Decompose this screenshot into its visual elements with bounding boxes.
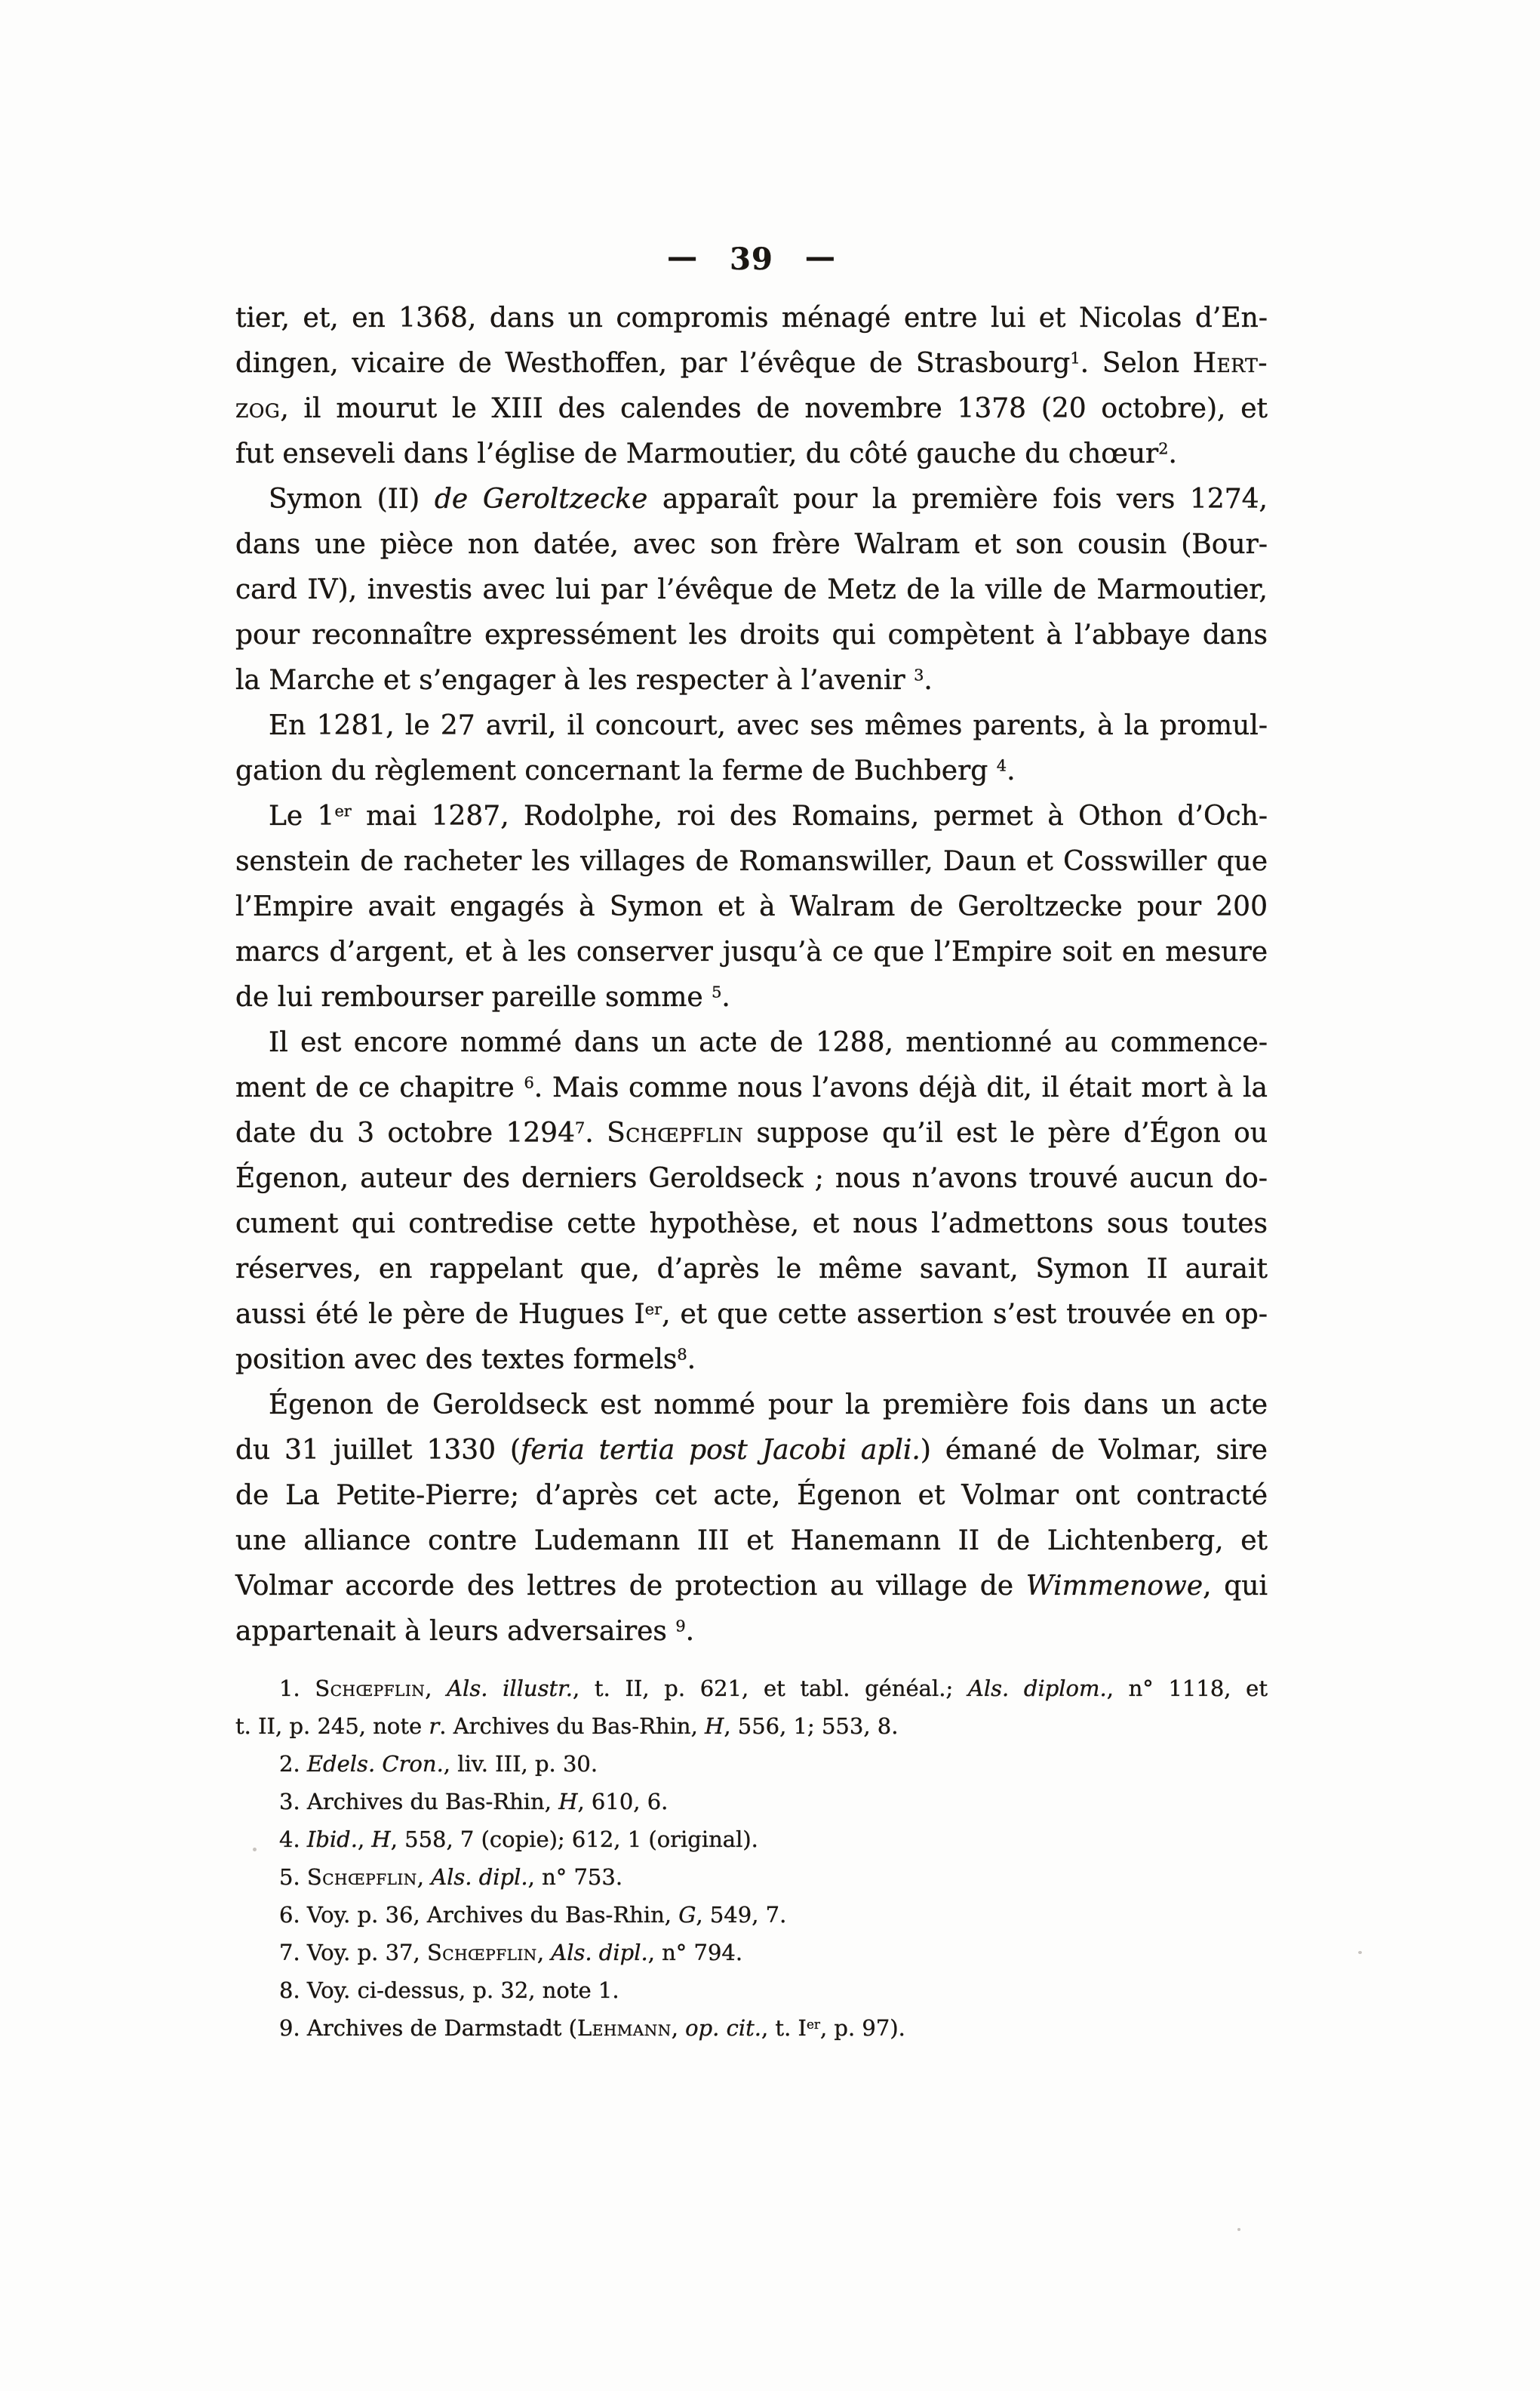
- text-segment: réserves, en rappelant que, d’après le même savant, Symon II aurait: [235, 1254, 1268, 1285]
- text-line: [235, 613, 1268, 658]
- paragraph: [235, 703, 1268, 794]
- text-line: [235, 975, 1268, 1020]
- ordinal-superscript: er: [644, 1300, 662, 1319]
- text-segment: 8. Voy. ci-dessus, p. 32, note 1.: [279, 1977, 619, 2003]
- text-line: [235, 1745, 1268, 1783]
- text-line: [235, 568, 1268, 613]
- text-segment: , liv. III, p. 30.: [443, 1751, 598, 1777]
- text-line: [235, 1971, 1268, 2009]
- text-segment: . Selon: [1080, 348, 1193, 379]
- text-segment: .: [585, 1118, 607, 1149]
- text-segment-smallcaps: Schœpflin: [607, 1118, 744, 1149]
- text-segment: .: [1007, 755, 1016, 786]
- text-segment-italic: H: [371, 1826, 391, 1852]
- text-line: [235, 839, 1268, 885]
- text-segment-italic: Als. diplom.: [967, 1676, 1107, 1701]
- text-segment: , 549, 7.: [696, 1902, 787, 1928]
- footnote: [235, 1896, 1268, 1934]
- text-line: [235, 1020, 1268, 1066]
- text-segment: card IV), investis avec lui par l’évêque de Metz de la ville de Marmoutier,: [235, 574, 1268, 605]
- text-segment: t. II, p. 245, note: [235, 1713, 429, 1739]
- ordinal-superscript: er: [806, 2016, 820, 2032]
- paragraph: [235, 1020, 1268, 1383]
- footnote: [235, 1669, 1268, 1745]
- text-segment: 1.: [279, 1676, 315, 1701]
- text-segment-italic: Wimmenowe: [1025, 1571, 1203, 1602]
- text-segment-italic: op. cit.: [685, 2015, 761, 2041]
- text-line: [235, 794, 1268, 839]
- ordinal-superscript: er: [334, 802, 352, 820]
- text-segment: appartenait à leurs adversaires: [235, 1616, 676, 1647]
- text-segment-italic: r: [429, 1713, 440, 1739]
- text-line: [235, 1896, 1268, 1934]
- text-segment: , qui: [1203, 1571, 1268, 1602]
- text-segment: , n° 794.: [647, 1940, 743, 1965]
- footnote-marker: 7: [575, 1119, 586, 1137]
- text-segment: ,: [536, 1940, 552, 1965]
- footnote: [235, 1820, 1268, 1858]
- text-segment: , et que cette assertion s’est trouvée en op-: [662, 1299, 1268, 1330]
- text-line: [235, 386, 1268, 432]
- text-segment: . Mais comme nous l’avons déjà dit, il était mort à la: [533, 1072, 1268, 1103]
- text-segment: 3. Archives du Bas-Rhin,: [279, 1789, 559, 1814]
- text-segment: la Marche et s’engager à les respecter à l’avenir: [235, 665, 914, 696]
- text-line: [235, 1337, 1268, 1383]
- text-segment: , il mourut le XIII des calendes de novembre 1378 (20 octobre), et: [280, 393, 1268, 424]
- text-segment: .: [685, 1616, 695, 1647]
- text-line: [235, 1669, 1268, 1707]
- footnote-marker: 4: [996, 756, 1007, 775]
- text-segment: Symon (II): [269, 484, 435, 515]
- text-segment-italic: de Geroltzecke: [434, 484, 648, 515]
- text-line: [235, 522, 1268, 568]
- text-segment: 7. Voy. p. 37,: [279, 1940, 427, 1965]
- scan-speck: [1358, 1951, 1362, 1954]
- text-segment: .: [1168, 439, 1177, 469]
- text-line: [235, 296, 1268, 341]
- text-segment-italic: G: [678, 1902, 696, 1928]
- text-segment: Égenon, auteur des derniers Geroldseck ; nous n’avons trouvé aucun do-: [235, 1163, 1268, 1194]
- text-segment-italic: Als. illustr.: [447, 1676, 573, 1701]
- text-segment: .: [687, 1344, 696, 1375]
- paragraph: [235, 794, 1268, 1020]
- paragraph: [235, 477, 1268, 703]
- text-segment: date du 3 octobre 1294: [235, 1118, 575, 1149]
- text-segment: fut enseveli dans l’église de Marmoutier, du côté gauche du chœur: [235, 439, 1159, 469]
- text-line: [235, 658, 1268, 703]
- text-segment: ,: [417, 1864, 432, 1890]
- text-line: [235, 1428, 1268, 1473]
- text-line: [235, 477, 1268, 522]
- text-segment-smallcaps: Schœpflin: [426, 1940, 537, 1965]
- text-segment: En 1281, le 27 avril, il concourt, avec ses mêmes parents, à la promul-: [269, 710, 1268, 741]
- text-segment: senstein de racheter les villages de Romanswiller, Daun et Cosswiller que: [235, 846, 1268, 877]
- text-line: [235, 1202, 1268, 1247]
- text-line: [235, 1609, 1268, 1654]
- text-segment: 4.: [279, 1826, 307, 1852]
- text-line: [235, 1707, 1268, 1745]
- page-number-value: 39: [730, 242, 773, 277]
- footnotes: [235, 1669, 1268, 2047]
- paragraph: [235, 296, 1268, 477]
- text-line: [235, 1292, 1268, 1337]
- text-line: [235, 1858, 1268, 1896]
- text-segment: cument qui contredise cette hypothèse, et nous l’admettons sous toutes: [235, 1208, 1268, 1239]
- text-line: [235, 1519, 1268, 1564]
- text-segment: , p. 97).: [819, 2015, 905, 2041]
- text-line: [235, 341, 1268, 386]
- text-segment: ,: [671, 2015, 686, 2041]
- text-line: [235, 1473, 1268, 1519]
- footnote: [235, 1745, 1268, 1783]
- text-segment: , n° 753.: [527, 1864, 623, 1890]
- footnote: [235, 1858, 1268, 1896]
- text-segment: de lui rembourser pareille somme: [235, 982, 712, 1013]
- text-segment-smallcaps: zog: [235, 393, 281, 424]
- text-segment: dans une pièce non datée, avec son frère Walram et son cousin (Bour-: [235, 529, 1268, 560]
- text-segment-smallcaps: Schœpflin: [315, 1676, 426, 1701]
- text-line: [235, 1820, 1268, 1858]
- text-segment: , 610, 6.: [577, 1789, 669, 1814]
- text-segment-italic: H: [705, 1713, 724, 1739]
- text-segment: l’Empire avait engagés à Symon et à Walram de Geroltzecke pour 200: [235, 891, 1268, 922]
- text-segment: gation du règlement concernant la ferme de Buchberg: [235, 755, 997, 786]
- footnote-marker: 8: [677, 1345, 687, 1364]
- footnote-marker: 3: [914, 666, 924, 685]
- text-line: [235, 703, 1268, 749]
- text-line: [235, 749, 1268, 794]
- text-segment: une alliance contre Ludemann III et Hanemann II de Lichtenberg, et: [235, 1525, 1268, 1556]
- text-line: [235, 1247, 1268, 1292]
- text-segment: 6. Voy. p. 36, Archives du Bas-Rhin,: [279, 1902, 679, 1928]
- body-text: [235, 296, 1268, 1654]
- text-segment: position avec des textes formels: [235, 1344, 678, 1375]
- text-line: [235, 1934, 1268, 1971]
- text-segment: .: [721, 982, 730, 1013]
- text-segment: tier, et, en 1368, dans un compromis ménagé entre lui et Nicolas d’En-: [235, 303, 1268, 334]
- footnote: [235, 2009, 1268, 2047]
- text-segment: . Archives du Bas-Rhin,: [439, 1713, 705, 1739]
- text-segment-smallcaps: Lehmann: [576, 2015, 672, 2041]
- text-segment: , t. I: [761, 2015, 807, 2041]
- text-line: [235, 930, 1268, 975]
- text-segment-italic: Ibid.: [306, 1826, 358, 1852]
- text-segment: , 558, 7 (copie); 612, 1 (original).: [390, 1826, 758, 1852]
- text-segment: , t. II, p. 621, et tabl. généal.;: [573, 1676, 968, 1701]
- text-segment: apparaît pour la première fois vers 1274,: [647, 484, 1268, 515]
- text-segment-italic: Edels. Cron.: [306, 1751, 444, 1777]
- page-number-dash-left: —: [667, 239, 699, 275]
- text-segment: du 31 juillet 1330 (: [235, 1435, 521, 1466]
- text-line: [235, 1156, 1268, 1202]
- text-segment: dingen, vicaire de Westhoffen, par l’évêque de Strasbourg: [235, 348, 1071, 379]
- text-line: [235, 1783, 1268, 1820]
- scan-speck: [1237, 2228, 1240, 2231]
- text-segment: aussi été le père de Hugues I: [235, 1299, 645, 1330]
- text-line: [235, 1066, 1268, 1111]
- footnote: [235, 1934, 1268, 1971]
- text-segment: ,: [425, 1676, 447, 1701]
- footnote-marker: 9: [675, 1617, 686, 1636]
- text-line: [235, 2009, 1268, 2047]
- text-segment: Égenon de Geroldseck est nommé pour la première fois dans un acte: [269, 1389, 1268, 1420]
- text-segment: , 556, 1; 553, 8.: [724, 1713, 899, 1739]
- text-segment: Volmar accorde des lettres de protection au village de: [235, 1571, 1026, 1602]
- text-segment: 2.: [279, 1751, 307, 1777]
- footnote-marker: 6: [524, 1073, 534, 1092]
- text-segment: suppose qu’il est le père d’Égon ou: [743, 1118, 1268, 1149]
- text-segment-italic: Als. dipl.: [431, 1864, 528, 1890]
- text-segment-italic: H: [558, 1789, 578, 1814]
- text-segment-smallcaps: Hert-: [1192, 348, 1268, 379]
- scan-speck: [253, 1848, 257, 1851]
- text-segment: pour reconnaître expressément les droits qui compètent à l’abbaye dans: [235, 620, 1268, 651]
- text-line: [235, 1111, 1268, 1156]
- page-number: [235, 239, 1268, 277]
- text-segment: 5.: [279, 1864, 307, 1890]
- text-segment-italic: feria tertia post Jacobi apli.: [521, 1435, 921, 1466]
- text-line: [235, 1383, 1268, 1428]
- text-segment: .: [924, 665, 933, 696]
- paragraph: [235, 1383, 1268, 1654]
- text-segment: 9. Archives de Darmstadt (: [279, 2015, 577, 2041]
- text-segment: , n° 1118, et: [1106, 1676, 1268, 1701]
- footnote: [235, 1971, 1268, 2009]
- footnote: [235, 1783, 1268, 1820]
- text-line: [235, 432, 1268, 477]
- footnote-marker: 2: [1158, 439, 1169, 458]
- text-segment-smallcaps: Schœpflin: [306, 1864, 417, 1890]
- text-segment: Le 1: [269, 801, 335, 832]
- text-segment: Il est encore nommé dans un acte de 1288, mentionné au commence-: [269, 1027, 1268, 1058]
- text-segment: ,: [357, 1826, 372, 1852]
- text-segment: mai 1287, Rodolphe, roi des Romains, permet à Othon d’Och-: [351, 801, 1268, 832]
- footnote-marker: 5: [712, 983, 722, 1002]
- footnote-marker: 1: [1070, 349, 1080, 368]
- text-segment: de La Petite-Pierre; d’après cet acte, Égenon et Volmar ont contracté: [235, 1480, 1268, 1511]
- text-segment-italic: Als. dipl.: [551, 1940, 648, 1965]
- text-line: [235, 885, 1268, 930]
- text-segment: ment de ce chapitre: [235, 1072, 524, 1103]
- page-number-dash-right: —: [804, 239, 836, 275]
- text-segment: ) émané de Volmar, sire: [920, 1435, 1268, 1466]
- text-segment: marcs d’argent, et à les conserver jusqu’à ce que l’Empire soit en mesure: [235, 937, 1268, 968]
- text-line: [235, 1564, 1268, 1609]
